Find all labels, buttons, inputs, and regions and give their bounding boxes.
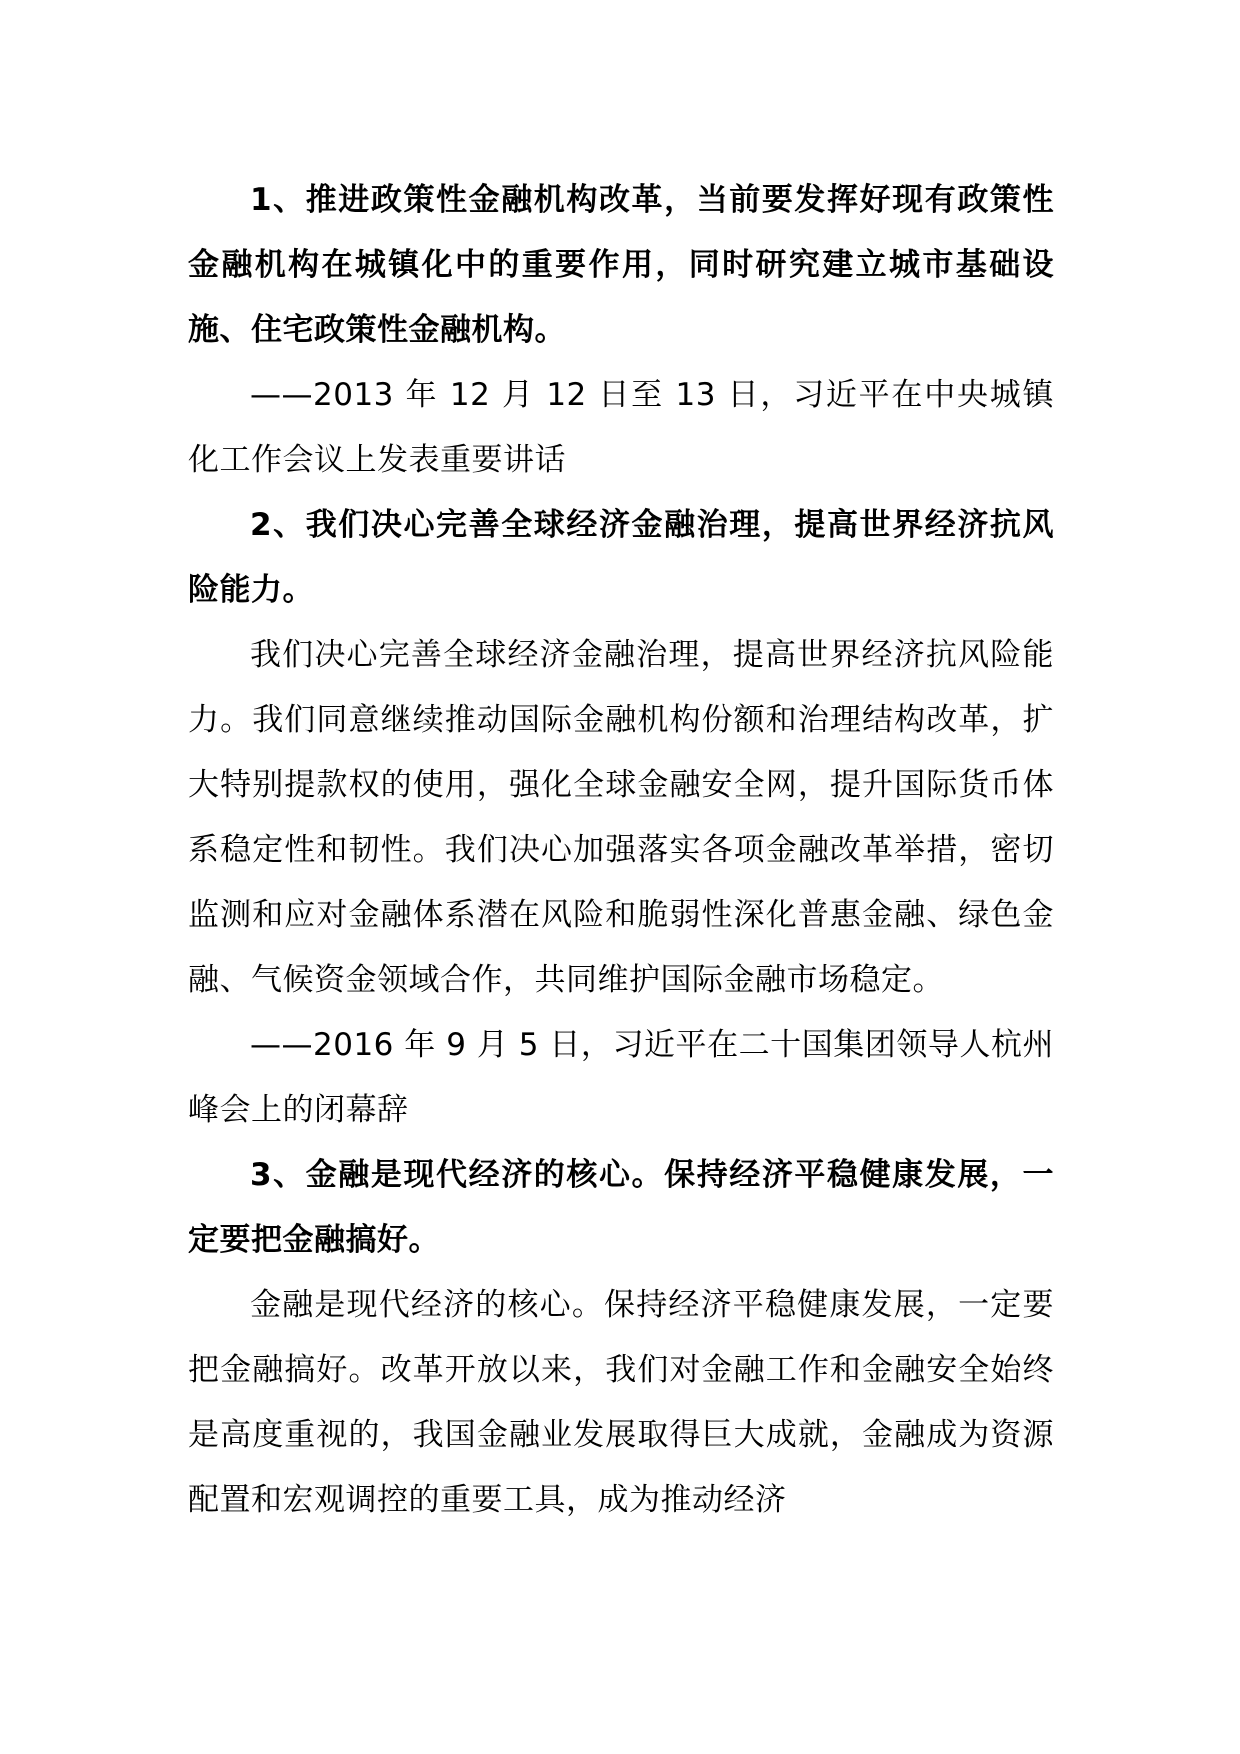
body-paragraph-3: 金融是现代经济的核心。保持经济平稳健康发展，一定要把金融搞好。改革开放以来，我们对金融工作和金融安全始终是高度重视的，我国金融业发展取得巨大成就，金融成为资源配置和宏观调控的重要工具，成为推动经济 xyxy=(188,1287,1054,1518)
section-heading-1: 1、推进政策性金融机构改革，当前要发挥好现有政策性金融机构在城镇化中的重要作用，同时研究建立城市基础设施、住宅政策性金融机构。 xyxy=(188,182,1054,348)
section-heading-2: 2、我们决心完善全球经济金融治理，提高世界经济抗风险能力。 xyxy=(188,507,1054,608)
body-paragraph-2: 我们决心完善全球经济金融治理，提高世界经济抗风险能力。我们同意继续推动国际金融机构份额和治理结构改革，扩大特别提款权的使用，强化全球金融安全网，提升国际货币体系稳定性和韧性。我们决心加强落实各项金融改革举措，密切监测和应对金融体系潜在风险和脆弱性深化普惠金融、绿色金融、气候资金领域合作，共同维护国际金融市场稳定。 xyxy=(188,637,1054,998)
document-body xyxy=(188,168,1054,1533)
section-heading-3: 3、金融是现代经济的核心。保持经济平稳健康发展，一定要把金融搞好。 xyxy=(188,1157,1054,1258)
source-note-2: ——2016 年 9 月 5 日，习近平在二十国集团领导人杭州峰会上的闭幕辞 xyxy=(188,1027,1054,1128)
source-note-1: ——2013 年 12 月 12 日至 13 日，习近平在中央城镇化工作会议上发表重要讲话 xyxy=(188,377,1054,478)
